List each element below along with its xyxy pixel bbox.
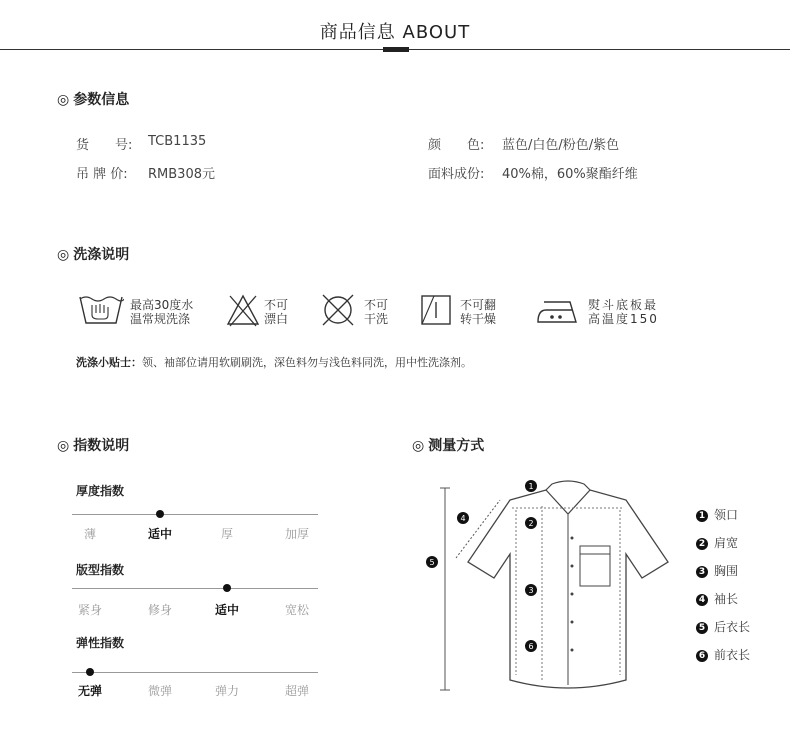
number-badge-icon: 4 (696, 594, 708, 606)
sku-value: TCB1135 (148, 134, 207, 149)
wash-icon (78, 293, 124, 327)
elasticity-index-title: 弹性指数 (76, 636, 125, 650)
number-badge-icon: 5 (696, 622, 708, 634)
legend-label: 领口 (714, 508, 739, 522)
legend-label: 胸围 (714, 564, 739, 578)
legend-shoulder (696, 534, 738, 551)
no-bleach-icon (226, 292, 260, 328)
material-value: 40%棉，60%聚酯纤维 (502, 167, 638, 182)
legend-chest (696, 562, 738, 579)
no-dryclean-icon (320, 293, 356, 327)
bullseye-icon: ◎ (57, 247, 70, 263)
elasticity-option: 微弹 (147, 684, 172, 698)
sku-label: 货 号: (76, 138, 133, 153)
measure-section-title (412, 435, 484, 455)
number-badge-icon: 2 (696, 538, 708, 550)
legend-label: 袖长 (714, 592, 739, 606)
svg-text:6: 6 (528, 642, 534, 651)
svg-text:4: 4 (460, 514, 466, 523)
number-badge-icon: 3 (696, 566, 708, 578)
wash-title-text: 洗涤说明 (73, 247, 130, 263)
params-section-title (57, 89, 129, 109)
elasticity-option: 无弹 (77, 684, 102, 698)
iron-care-line1: 熨斗底板最 (588, 298, 659, 312)
shirt-measure-diagram (420, 470, 680, 700)
svg-text:1: 1 (528, 482, 534, 491)
legend-label: 后衣长 (714, 620, 751, 634)
thickness-option: 加厚 (284, 527, 309, 541)
elasticity-scale-line (72, 672, 318, 673)
svg-text:2: 2 (528, 519, 534, 528)
page-title: 商品信息 ABOUT (319, 22, 471, 43)
legend-label: 前衣长 (714, 648, 751, 662)
color-label: 颜 色: (428, 138, 485, 153)
fit-option: 修身 (147, 603, 172, 617)
svg-text:3: 3 (528, 586, 534, 595)
header-accent-mark (383, 47, 409, 52)
elasticity-option: 超弹 (284, 684, 309, 698)
iron-care-label (588, 298, 659, 326)
thickness-scale-marker (156, 510, 164, 518)
wash-section-title (57, 244, 129, 264)
color-value: 蓝色/白色/粉色/紫色 (502, 138, 620, 153)
fit-scale-line (72, 588, 318, 589)
legend-label: 肩宽 (714, 536, 739, 550)
fit-option: 宽松 (284, 603, 309, 617)
fit-option: 紧身 (77, 603, 102, 617)
dryclean-care-line1: 不可 (364, 298, 389, 312)
price-value: RMB308元 (148, 167, 215, 182)
wash-tip (76, 354, 472, 370)
bullseye-icon: ◎ (412, 438, 425, 454)
fit-option: 适中 (214, 603, 239, 617)
legend-collar (696, 506, 738, 523)
legend-front-length (696, 646, 750, 663)
thickness-scale-line (72, 514, 318, 515)
thickness-option: 薄 (83, 527, 96, 541)
tumble-care-line1: 不可翻 (460, 298, 497, 312)
thickness-option: 厚 (220, 527, 233, 541)
index-title-text: 指数说明 (73, 438, 130, 454)
dryclean-care-label (364, 298, 388, 326)
bleach-care-line2: 漂白 (264, 312, 289, 326)
tumble-care-label (460, 298, 496, 326)
legend-back-length (696, 618, 750, 635)
wash-tip-label: 洗涤小贴士： (76, 356, 142, 369)
bullseye-icon: ◎ (57, 92, 70, 108)
wash-care-line2: 温常规洗涤 (130, 312, 191, 326)
iron-care-line2: 高温度150 (588, 312, 659, 326)
no-tumble-icon (420, 294, 452, 326)
wash-care-label (130, 298, 193, 326)
bullseye-icon: ◎ (57, 438, 70, 454)
iron-icon (536, 296, 580, 326)
legend-sleeve (696, 590, 738, 607)
measure-title-text: 测量方式 (428, 438, 485, 454)
bleach-care-label (264, 298, 288, 326)
number-badge-icon: 6 (696, 650, 708, 662)
wash-care-line1: 最高30度水 (130, 298, 194, 312)
wash-tip-text: 领、袖部位请用软刷刷洗，深色料勿与浅色料同洗，用中性洗涤剂。 (142, 356, 472, 369)
thickness-option: 适中 (147, 527, 172, 541)
dryclean-care-line2: 干洗 (364, 312, 389, 326)
elasticity-scale-marker (86, 668, 94, 676)
material-label: 面料成份: (428, 167, 485, 182)
price-label: 吊 牌 价: (76, 167, 128, 182)
elasticity-option: 弹力 (214, 684, 239, 698)
thickness-index-title: 厚度指数 (76, 484, 125, 498)
index-section-title (57, 435, 129, 455)
fit-scale-marker (223, 584, 231, 592)
tumble-care-line2: 转干燥 (460, 312, 497, 326)
fit-index-title: 版型指数 (76, 563, 125, 577)
bleach-care-line1: 不可 (264, 298, 289, 312)
number-badge-icon: 1 (696, 510, 708, 522)
svg-text:5: 5 (429, 558, 435, 567)
params-title-text: 参数信息 (73, 92, 130, 108)
